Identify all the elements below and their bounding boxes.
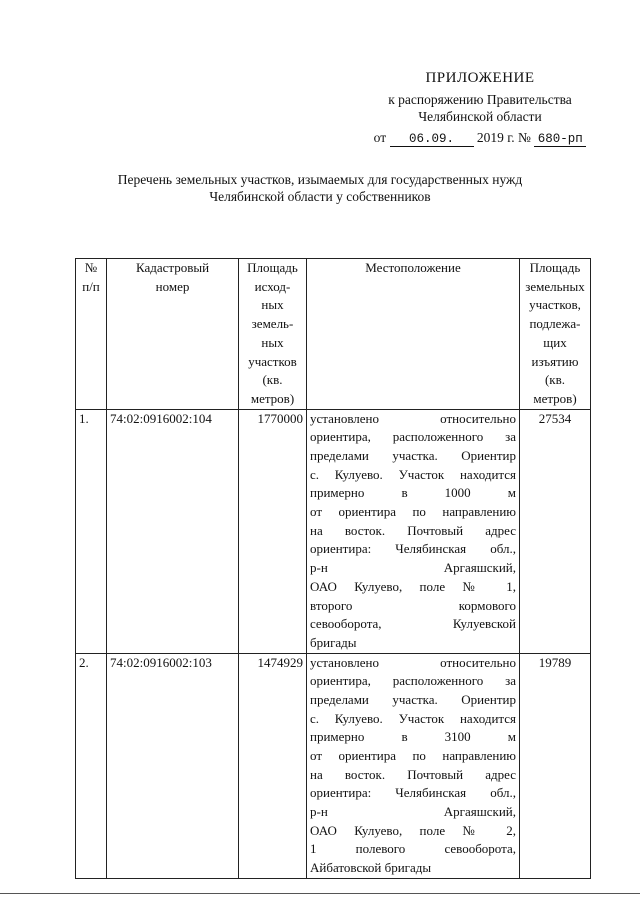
location-line: севооборота, Кулуевской (310, 616, 516, 632)
land-plots-table (75, 258, 591, 879)
location-line: бригады (310, 634, 357, 650)
header-take-area-line: земельных (525, 278, 585, 294)
document-title-line1: Перечень земельных участков, изымаемых для государственных нужд (117, 172, 523, 187)
cadastral-number: 74:02:0916002:104 (107, 409, 239, 653)
header-source-area-line: ных (261, 334, 284, 350)
location-line: ориентира, расположенного за (310, 673, 516, 689)
source-area: 1474929 (239, 653, 307, 878)
location-line: на восток. Почтовый адрес (310, 522, 516, 538)
location-line: ориентира: Челябинская обл., (310, 541, 516, 557)
location-line: примерно в 3100 м (310, 729, 516, 745)
location-line: ОАО Кулуево, поле № 1, (310, 578, 516, 594)
header-source-area-line: метров) (250, 390, 295, 406)
header-source-area (239, 259, 307, 410)
document-title-line2: Челябинской области у собственников (209, 189, 431, 204)
location-line: с. Кулуево. Участок находится (310, 710, 516, 726)
appendix-header (360, 70, 600, 147)
header-source-area-line: ных (261, 297, 284, 313)
table-body (76, 409, 591, 878)
location-line: с. Кулуево. Участок находится (310, 466, 516, 482)
row-number: 1. (76, 409, 107, 653)
location-description (307, 653, 520, 878)
take-area: 27534 (520, 409, 591, 653)
location-line: установлено относительно (310, 410, 516, 426)
header-take-area-line: изъятию (531, 353, 579, 369)
document-title (70, 171, 570, 205)
header-take-area-line: участков, (529, 297, 581, 313)
location-line: р-н Аргаяшский, (310, 804, 516, 820)
location-line: ориентира, расположенного за (310, 429, 516, 445)
appendix-subtitle-line1: к распоряжению Правительства (388, 92, 572, 107)
header-source-area-line: участков (248, 353, 297, 369)
header-location-line: Местоположение (365, 260, 461, 275)
header-source-area-line: земель- (251, 316, 294, 332)
location-line: р-н Аргаяшский, (310, 560, 516, 576)
location-description (307, 409, 520, 653)
appendix-date-line (360, 129, 600, 147)
table-header-row (76, 259, 591, 410)
location-line: на восток. Почтовый адрес (310, 766, 516, 782)
location-line: второго кормового (310, 597, 516, 613)
location-line: 1 полевого севооборота, (310, 841, 516, 857)
appendix-subtitle-line2: Челябинской области (418, 109, 542, 124)
page-bottom-rule (0, 893, 640, 894)
header-take-area (520, 259, 591, 410)
header-take-area-line: щих (543, 334, 567, 350)
header-num-line: № (84, 260, 98, 275)
header-take-area-line: Площадь (529, 260, 581, 275)
header-take-area-line: (кв. (544, 372, 566, 388)
header-num-line: п/п (82, 278, 100, 294)
header-location (307, 259, 520, 410)
location-line: ОАО Кулуево, поле № 2, (310, 822, 516, 838)
source-area: 1770000 (239, 409, 307, 653)
header-source-area-line: исход- (254, 278, 291, 294)
header-take-area-line: метров) (533, 390, 577, 406)
date-year: 2019 г. № (476, 130, 531, 145)
location-line: от ориентира по направлению (310, 504, 516, 520)
location-line: примерно в 1000 м (310, 485, 516, 501)
header-cadastral-line: номер (155, 278, 190, 294)
location-line: от ориентира по направлению (310, 748, 516, 763)
location-line: ориентира: Челябинская обл., (310, 785, 516, 801)
header-source-area-line: Площадь (247, 260, 298, 275)
decree-number: 680-рп (534, 132, 586, 147)
location-line: установлено относительно (310, 654, 516, 670)
table-row (76, 409, 591, 653)
location-line: пределами участка. Ориентир (310, 691, 516, 707)
location-line: пределами участка. Ориентир (310, 448, 516, 463)
header-cadastral-line: Кадастровый (135, 260, 210, 275)
cadastral-number: 74:02:0916002:103 (107, 653, 239, 878)
header-cadastral (107, 259, 239, 410)
table-row (76, 653, 591, 878)
location-line: Айбатовской бригады (310, 860, 432, 876)
header-num (76, 259, 107, 410)
date-prefix: от (373, 130, 387, 145)
date-value: 06.09. (390, 132, 474, 147)
header-take-area-line: подлежа- (529, 316, 581, 332)
take-area: 19789 (520, 653, 591, 878)
header-source-area-line: (кв. (262, 372, 283, 388)
appendix-title: ПРИЛОЖЕНИЕ (425, 70, 535, 86)
row-number: 2. (76, 653, 107, 878)
